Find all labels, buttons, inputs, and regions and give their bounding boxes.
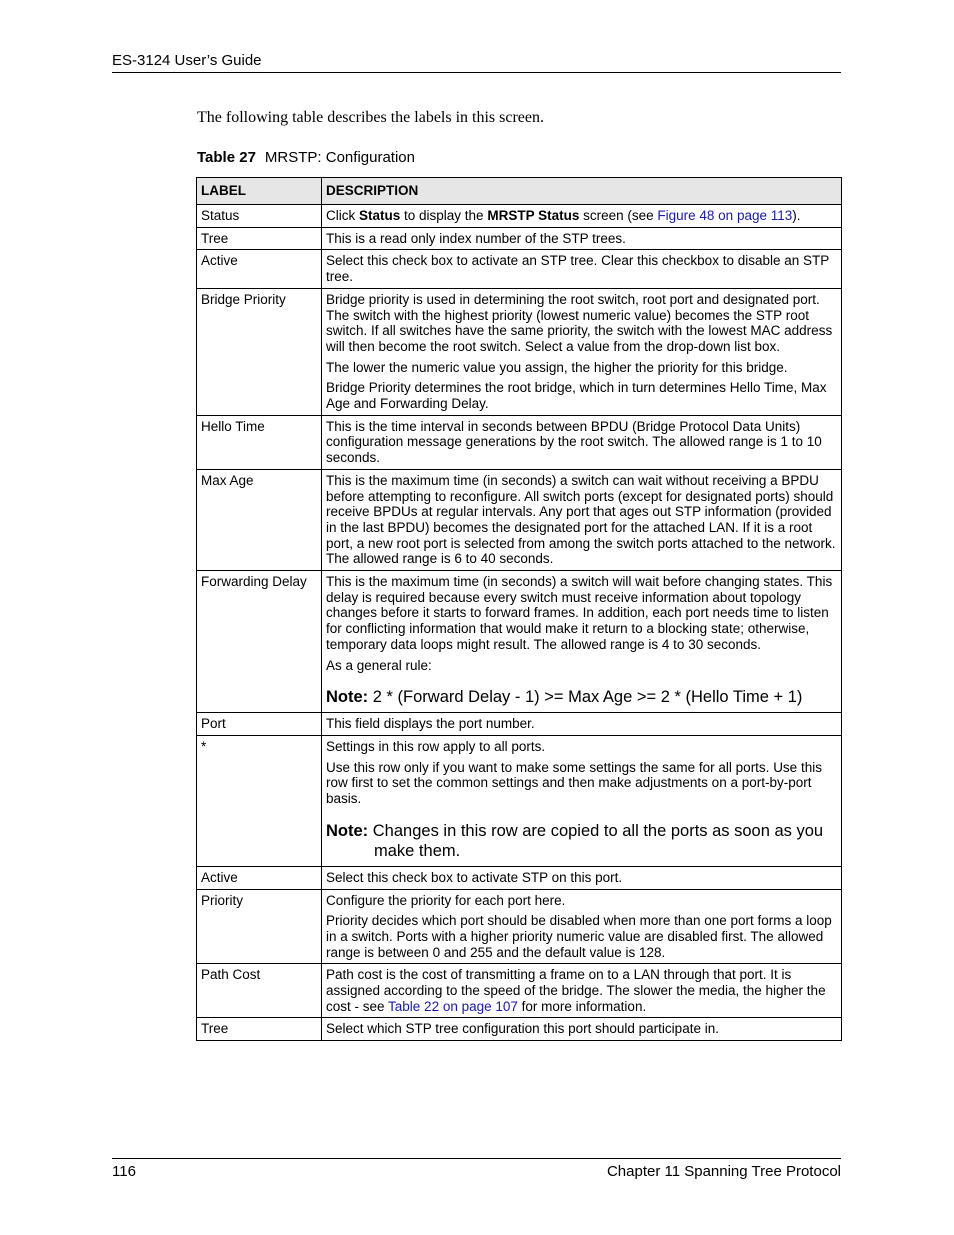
cross-reference-link[interactable]: Table 22 on page 107	[388, 998, 518, 1014]
description-paragraph: This is the maximum time (in seconds) a switch can wait without receiving a BPDU before attempting to reconfigure. All switch ports (except for designated ports) should receive BPDUs at regular intervals. Any port that ages out STP information (provided in the last BPDU) becomes the designated port for the attached LAN. If it is a root port, a new root port is selected from among the switch ports attached to the network. The allowed range is 6 to 40 seconds.	[326, 472, 836, 567]
page-footer	[112, 1158, 841, 1180]
row-label: *	[197, 735, 322, 866]
description-paragraph: Bridge Priority determines the root bridge, which in turn determines Hello Time, Max Age and Forwarding Delay.	[326, 380, 827, 412]
row-description	[322, 205, 842, 228]
note-label: Note:	[326, 688, 369, 707]
guide-title: ES-3124 User’s Guide	[112, 52, 262, 69]
row-label: Hello Time	[197, 415, 322, 469]
table-row	[197, 469, 842, 570]
row-label: Port	[197, 713, 322, 736]
row-description	[322, 571, 842, 713]
page-header	[112, 52, 841, 73]
row-label: Active	[197, 250, 322, 288]
row-description	[322, 415, 842, 469]
row-label: Priority	[197, 889, 322, 964]
table-row	[197, 713, 842, 736]
description-paragraph: As a general rule:	[326, 657, 432, 673]
description-paragraph	[326, 967, 837, 1014]
table-row	[197, 571, 842, 713]
row-label: Tree	[197, 227, 322, 250]
row-label: Forwarding Delay	[197, 571, 322, 713]
row-label: Tree	[197, 1018, 322, 1041]
row-description	[322, 227, 842, 250]
bold-term: Status	[359, 208, 401, 223]
description-paragraph: Priority decides which port should be disabled when more than one port forms a loop in a switch. Ports with a higher priority numeric value are disabled first. The allowed range is between 0 and 255 and the default value is 128.	[326, 913, 832, 960]
description-paragraph: Select this check box to activate an STP tree. Clear this checkbox to disable an STP tree.	[326, 253, 830, 285]
note-label: Note:	[326, 821, 369, 840]
row-description	[322, 889, 842, 964]
row-label: Status	[197, 205, 322, 228]
table-row	[197, 889, 842, 964]
table-row	[197, 415, 842, 469]
text-run: for more information.	[517, 998, 647, 1014]
note-text: 2 * (Forward Delay - 1) >= Max Age >= 2 * (Hello Time + 1)	[372, 688, 803, 707]
text-run: to display the	[400, 208, 488, 223]
row-label: Path Cost	[197, 964, 322, 1018]
row-description	[322, 866, 842, 889]
table-body	[197, 205, 842, 1041]
row-description	[322, 735, 842, 866]
note-text: Changes in this row are copied to all the ports as soon as you make them.	[372, 821, 824, 860]
text-run: Click	[326, 208, 359, 223]
row-description	[322, 964, 842, 1018]
chapter-title: Chapter 11 Spanning Tree Protocol	[606, 1163, 841, 1180]
description-paragraph: This is the time interval in seconds between BPDU (Bridge Protocol Data Units) configuration message generations by the root switch. The allowed range is 1 to 10 seconds.	[326, 418, 822, 466]
note	[326, 821, 837, 861]
note	[326, 687, 837, 707]
row-description	[322, 288, 842, 415]
table-header-row	[197, 178, 842, 205]
description-paragraph: Select this check box to activate STP on this port.	[326, 869, 623, 885]
table-row	[197, 866, 842, 889]
description-column-header: DESCRIPTION	[322, 178, 842, 205]
text-run: Path cost is the cost of transmitting a frame on to a LAN through that port. It is assigned according to the speed of the bridge. The slower the media, the higher the cost - see	[326, 967, 826, 1014]
mrstp-configuration-table	[196, 177, 842, 1041]
description-paragraph: This is a read only index number of the STP trees.	[326, 230, 626, 246]
row-description	[322, 250, 842, 288]
description-paragraph: Configure the priority for each port here.	[326, 892, 566, 908]
row-description	[322, 1018, 842, 1041]
cross-reference-link[interactable]: Figure 48 on page 113	[657, 208, 793, 223]
table-title: MRSTP: Configuration	[264, 149, 415, 166]
description-paragraph	[326, 208, 837, 224]
table-row	[197, 288, 842, 415]
page-number: 116	[112, 1163, 136, 1180]
description-paragraph: Settings in this row apply to all ports.	[326, 738, 546, 754]
intro-text: The following table describes the labels in this screen.	[197, 109, 545, 126]
description-paragraph: Use this row only if you want to make some settings the same for all ports. Use this row first to set the common settings and then make adjustments on a port-by-port basis.	[326, 759, 822, 807]
table-row	[197, 1018, 842, 1041]
bold-term: MRSTP Status	[487, 208, 580, 223]
row-description	[322, 469, 842, 570]
table-row	[197, 205, 842, 228]
table-number: Table 27	[197, 149, 256, 166]
description-paragraph: Select which STP tree configuration this port should participate in.	[326, 1021, 719, 1037]
table-row	[197, 964, 842, 1018]
table-row	[197, 735, 842, 866]
description-paragraph: This is the maximum time (in seconds) a switch will wait before changing states. This delay is required because every switch must receive information about topology changes before it starts to forward frames. In addition, each port needs time to listen for conflicting information that would make it return to a blocking state; otherwise, temporary data loops might result. The allowed range is 4 to 30 seconds.	[326, 574, 833, 652]
text-run: ).	[792, 208, 801, 223]
row-label: Bridge Priority	[197, 288, 322, 415]
description-paragraph: Bridge priority is used in determining the root switch, root port and designated port. The switch with the highest priority (lowest numeric value) becomes the STP root switch. If all switches have the same priority, the switch with the lowest MAC address will then become the root switch. Select a value from the drop-down list box.	[326, 291, 833, 354]
description-paragraph: The lower the numeric value you assign, the higher the priority for this bridge.	[326, 359, 788, 375]
table-caption	[197, 149, 415, 167]
row-label: Active	[197, 866, 322, 889]
row-description	[322, 713, 842, 736]
table-row	[197, 250, 842, 288]
table-row	[197, 227, 842, 250]
description-paragraph: This field displays the port number.	[326, 716, 535, 732]
label-column-header: LABEL	[197, 178, 322, 205]
row-label: Max Age	[197, 469, 322, 570]
text-run: screen (see	[579, 208, 658, 223]
